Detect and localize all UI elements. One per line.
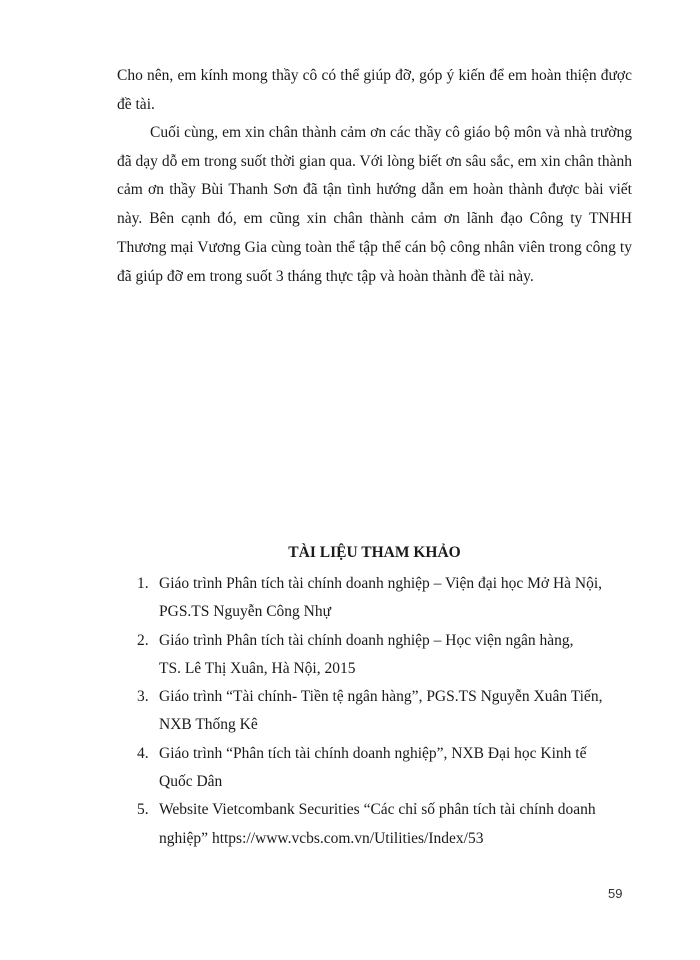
reference-line: Website Vietcombank Securities “Các chỉ số phân tích tài chính doanh	[159, 801, 596, 819]
body-paragraph-1: Cho nên, em kính mong thầy cô có thể giúp đỡ, góp ý kiến để em hoàn thiện được đề tài.	[117, 67, 632, 113]
reference-item	[117, 570, 637, 627]
reference-number: 5.	[137, 801, 149, 819]
reference-line: Giáo trình Phân tích tài chính doanh nghiệp – Học viện ngân hàng,	[159, 631, 574, 649]
references-list	[117, 570, 637, 853]
reference-number: 3.	[137, 688, 149, 706]
reference-line: nghiệp” https://www.vcbs.com.vn/Utilities/Index/53	[159, 829, 484, 847]
reference-line: PGS.TS Nguyễn Công Nhự	[159, 603, 332, 621]
reference-line: Giáo trình “Tài chính- Tiền tệ ngân hàng”, PGS.TS Nguyễn Xuân Tiến,	[159, 688, 603, 706]
reference-item	[117, 683, 637, 740]
reference-line: Giáo trình “Phân tích tài chính doanh nghiệp”, NXB Đại học Kinh tế	[159, 744, 587, 762]
references-heading: TÀI LIỆU THAM KHẢO	[288, 544, 461, 561]
reference-item	[117, 796, 637, 853]
reference-item	[117, 740, 637, 797]
reference-line: Quốc Dân	[159, 773, 223, 791]
body-paragraph-2: Cuối cùng, em xin chân thành cảm ơn các thầy cô giáo bộ môn và nhà trường đã dạy dỗ em trong suốt thời gian qua. Với lòng biết ơn sâu sắc, em xin chân thành cảm ơn thầy Bùi Thanh Sơn đã tận tình hướng dẫn em hoàn thành được bài viết này. Bên cạnh đó, em cũng xin chân thành cảm ơn lãnh đạo Công ty TNHH Thương mại Vương Gia cùng toàn thể tập thể cán bộ công nhân viên trong công ty đã giúp đỡ em trong suốt 3 tháng thực tập và hoàn thành đề tài này.	[117, 124, 632, 285]
reference-line: TS. Lê Thị Xuân, Hà Nội, 2015	[159, 659, 356, 677]
reference-line: NXB Thống Kê	[159, 716, 258, 734]
reference-item	[117, 627, 637, 684]
reference-number: 2.	[137, 631, 149, 649]
page-number: 59	[608, 886, 623, 901]
reference-number: 1.	[137, 575, 149, 592]
reference-line: Giáo trình Phân tích tài chính doanh nghiệp – Viện đại học Mở Hà Nội,	[159, 575, 603, 592]
reference-number: 4.	[137, 744, 149, 762]
